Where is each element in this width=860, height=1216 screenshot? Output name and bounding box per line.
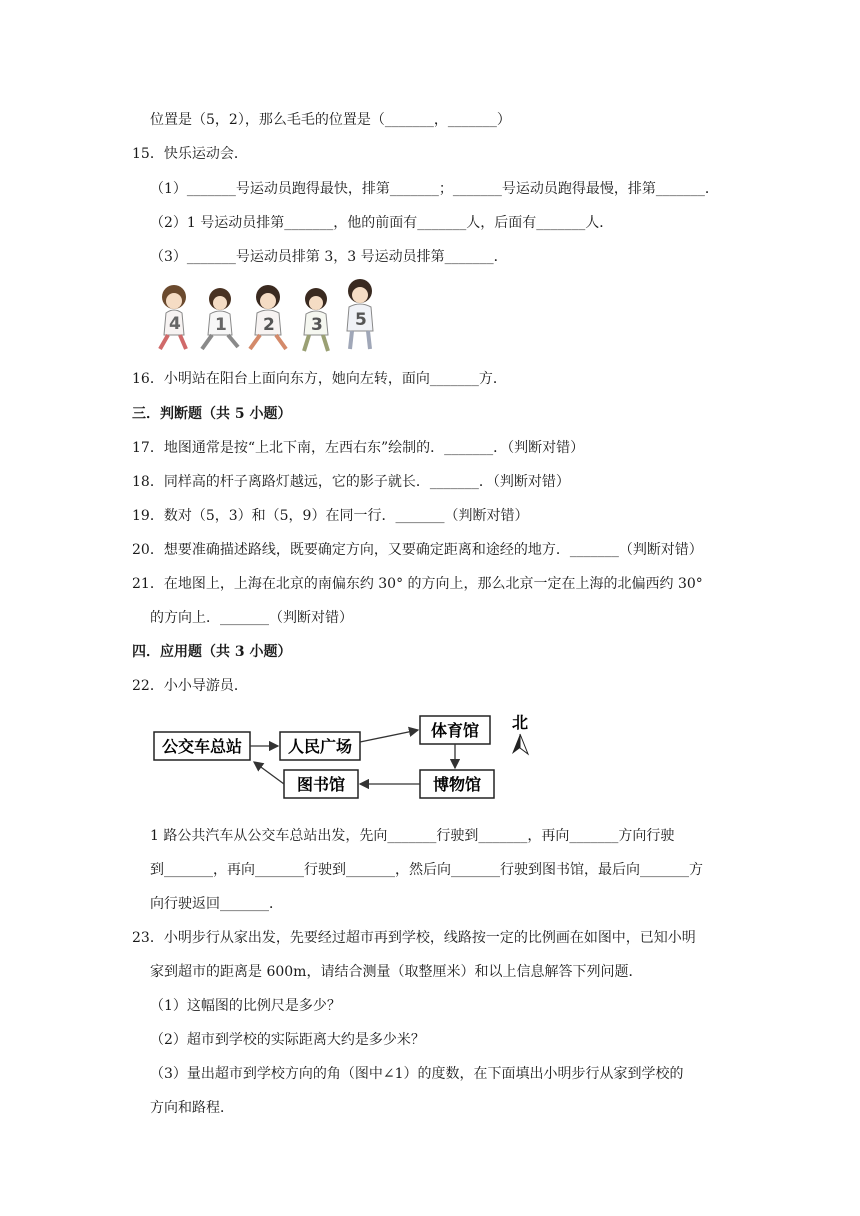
q23: 23．小明步行从家出发，先要经过超市再到学校，线路按一定的比例画在如图中，已知小明 xyxy=(132,930,696,946)
q14-continuation: 位置是（5，2），那么毛毛的位置是（_______，_______） xyxy=(150,112,511,128)
runners-illustration xyxy=(152,277,388,357)
box-museum xyxy=(420,770,494,798)
svg-text:博物馆: 博物馆 xyxy=(432,775,482,794)
runner-number: 2 xyxy=(263,315,275,335)
north-arrow-icon xyxy=(512,734,520,754)
q23-part3: （3）量出超市到学校方向的角（图中∠1）的度数，在下面填出小明步行从家到学校的 xyxy=(150,1066,684,1082)
box-stadium xyxy=(420,716,490,744)
svg-text:公交车总站: 公交车总站 xyxy=(161,737,243,756)
q23-part2: （2）超市到学校的实际距离大约是多少米？ xyxy=(150,1032,425,1048)
runner-number: 1 xyxy=(215,315,227,335)
north-indicator xyxy=(512,713,528,754)
svg-text:体育馆: 体育馆 xyxy=(430,721,480,740)
box-bus-terminal xyxy=(154,732,250,760)
q15-part2: （2）1 号运动员排第_______，他的前面有_______人，后面有_______人． xyxy=(150,215,614,231)
runner-figure xyxy=(202,288,238,349)
runner-number: 4 xyxy=(169,314,181,334)
q18: 18．同样高的杆子离路灯越远，它的影子就长．_______．（判断对错） xyxy=(132,474,570,490)
q22-title: 22．小小导游员． xyxy=(132,678,248,694)
north-label: 北 xyxy=(511,713,529,732)
runner-number: 5 xyxy=(355,310,367,330)
q23-part3-continuation: 方向和路程． xyxy=(150,1100,234,1116)
runner-number: 3 xyxy=(311,315,323,335)
q17: 17．地图通常是按“上北下南，左西右东”绘制的．_______．（判断对错） xyxy=(132,440,585,456)
q22-text-line3: 向行驶返回_______． xyxy=(150,896,283,912)
q16: 16．小明站在阳台上面向东方，她向左转，面向_______方． xyxy=(132,371,507,387)
q21-continuation: 的方向上．_______（判断对错） xyxy=(150,610,353,626)
svg-text:人民广场: 人民广场 xyxy=(287,737,353,756)
q15-part1: （1）_______号运动员跑得最快，排第_______；_______号运动员跑得最慢，排第_______． xyxy=(150,181,719,197)
q20: 20．想要准确描述路线，既要确定方向，又要确定距离和途经的地方．_______（判断对错） xyxy=(132,542,703,558)
runner-figure xyxy=(250,285,286,349)
q15-title: 15．快乐运动会． xyxy=(132,146,248,162)
box-library xyxy=(284,770,358,798)
arrow-northeast xyxy=(360,730,418,742)
svg-text:图书馆: 图书馆 xyxy=(296,775,346,794)
q19: 19．数对（5，3）和（5，9）在同一行．_______（判断对错） xyxy=(132,508,529,524)
runner-figure xyxy=(347,279,373,349)
q22-text-line1: 1 路公共汽车从公交车总站出发，先向_______行驶到_______，再向_______方向行驶 xyxy=(150,828,675,844)
runner-figure xyxy=(304,288,328,351)
q21: 21．在地图上，上海在北京的南偏东约 30° 的方向上，那么北京一定在上海的北偏西约 30° xyxy=(132,576,703,592)
bus-route-diagram xyxy=(150,708,540,808)
q23-part1: （1）这幅图的比例尺是多少？ xyxy=(150,998,341,1014)
runner-figure xyxy=(160,285,186,349)
box-peoples-square xyxy=(280,732,360,760)
q15-part3: （3）_______号运动员排第 3，3 号运动员排第_______． xyxy=(150,249,508,265)
arrow-northwest xyxy=(254,762,284,784)
section-3-heading: 三．判断题（共 5 小题） xyxy=(132,406,292,422)
q22-text-line2: 到_______，再向_______行驶到_______，然后向_______行驶到图书馆，最后向_______方 xyxy=(150,862,703,878)
section-4-heading: 四．应用题（共 3 小题） xyxy=(132,644,292,660)
q23-continuation: 家到超市的距离是 600m，请结合测量（取整厘米）和以上信息解答下列问题． xyxy=(150,964,643,980)
